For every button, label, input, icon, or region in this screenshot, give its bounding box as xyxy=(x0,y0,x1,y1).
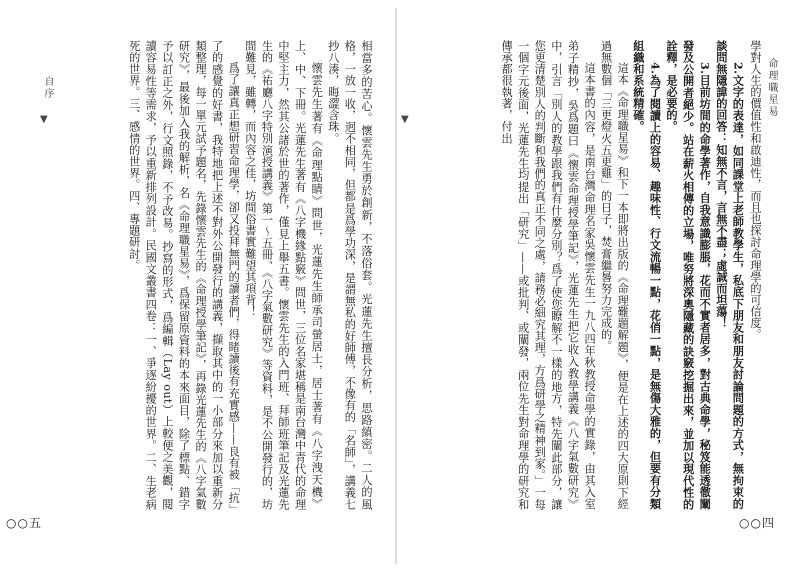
left-page-body xyxy=(58,40,374,510)
page-number-right: ○○四 xyxy=(739,516,775,530)
paragraph: 學對人生的價值性和啟迪性，而且也探討命理學的可信度。 xyxy=(749,40,762,341)
running-head-right: 命理職星易 xyxy=(766,58,777,118)
left-page xyxy=(0,0,396,572)
paragraph: 爲了讓真正想研習命理學，卻又投拜無門的讀者們，得睹讀後有充實感——良有被「抗」了的感覺的好書，我特地把上述不對外公開發行的講義，擷取其中的一小部分來加以重新分類整理，每一單元試予題名，先錄懷雲先生的《命理授學筆記》，再錄光蓮先生的《八字氣數研究》，最後加入我的解析，名《命理職星易》，爲保留原資料的本來面目，除了標點、錯字予以訂正之外，行文照錄，不予改易。抄寫的形式，爲編輯（Lay out）上較便之美觀，閱讀容易性等需求，予以重新排列設計。民國文叢書四卷：一、爭逐紛擾的世界。二、生老病死的世界。三、感情的世界。四、專題研討。 xyxy=(127,40,241,510)
page-number-left: ○○五 xyxy=(6,516,42,530)
running-head-left: 自序 xyxy=(42,76,53,100)
paragraph: 這本《命理職星易》和下一本即將出版的《命理難題解題》，便是在上述的四大原則下經過無數個「三更燈火五更雞」的日子，焚膏繼晷努力完成的。 xyxy=(599,40,630,510)
paragraph: 4.為了閱讀上的容易、趣味性、行文流暢一點，花俏一點，是無傷大雅的，但要有分類組織和系統精確。 xyxy=(631,40,663,510)
paragraph: 相當多的苦心。懷雲先生勇於創新，不落俗套。光蓮先生擅長分析，思路縝密。二人的風格，一放一收，迥不相同，但都是爲學功深，是謂無私的好師傅，不像有的「名師」，講義七抄八湊，晦澀含珠。 xyxy=(326,40,373,510)
paragraph: 2.文字的表達，如同課堂上老師教學生，私底下朋友和朋友討論問題的方式，無拘束的談問無隱諱的回答：知無不言，言無不盡；虛誠而坦蕩！ xyxy=(714,40,746,510)
paragraph: 3.目前坊間的命學著作，自我意識膨脹，花而不實者居多，對古典命學，秘笈能透徹闡發及公開者絕少。站在薪火相傳的立場，唯努將深奧隱藏的訣竅挖掘出來，並加以現代性的詮釋，是必要的。 xyxy=(665,40,713,510)
right-page-body xyxy=(411,40,763,510)
paragraph: 這本書的內容，是南台灣命理名家吳懷雲先生一九八四年秋教授命學的實錄，由其入室弟子精抄，吳爲題曰《懷雲命理授學筆記》，光蓮先生把它收入教學講義《八字氣數研究》中，引言「別人的教學跟我們有什麼分別？爲了使您瞭解不一樣的地方，特先闡此部分，讓您更清楚別人的判斷和我們的真正不同之處，請務必細究其理，方爲研學之精神到家。」一每一個字元後面，光蓮先生均提出「研究」——或批判、或闡發，兩位先生對命理學的研究和傳承都很執著，付出 xyxy=(500,40,597,510)
page-marker-triangle-icon: ▼ xyxy=(401,114,409,125)
right-page xyxy=(397,0,793,572)
page-marker-triangle-icon: ▼ xyxy=(40,114,48,125)
paragraph: 懷雲先生著有《命理點睛》問世，光蓮先生師承司螢居士，居士著有《八字洩天機》上、中、下冊。光蓮先生著有《八字機緣點竅》問世，三位名家堪稱是南台灣中青代的命理中堅主力，然其公諸於世的著作，僅見上舉五書。懷雲先生的入門班、拜師班筆記及光蓮先生的《祐廳八字特別演授講義》第一～五冊、《八字氣數研究》等資料，是不公開發行的，坊間難見，雖轉，而內容之佳，坊間俗書實難望其項背！ xyxy=(243,40,324,510)
